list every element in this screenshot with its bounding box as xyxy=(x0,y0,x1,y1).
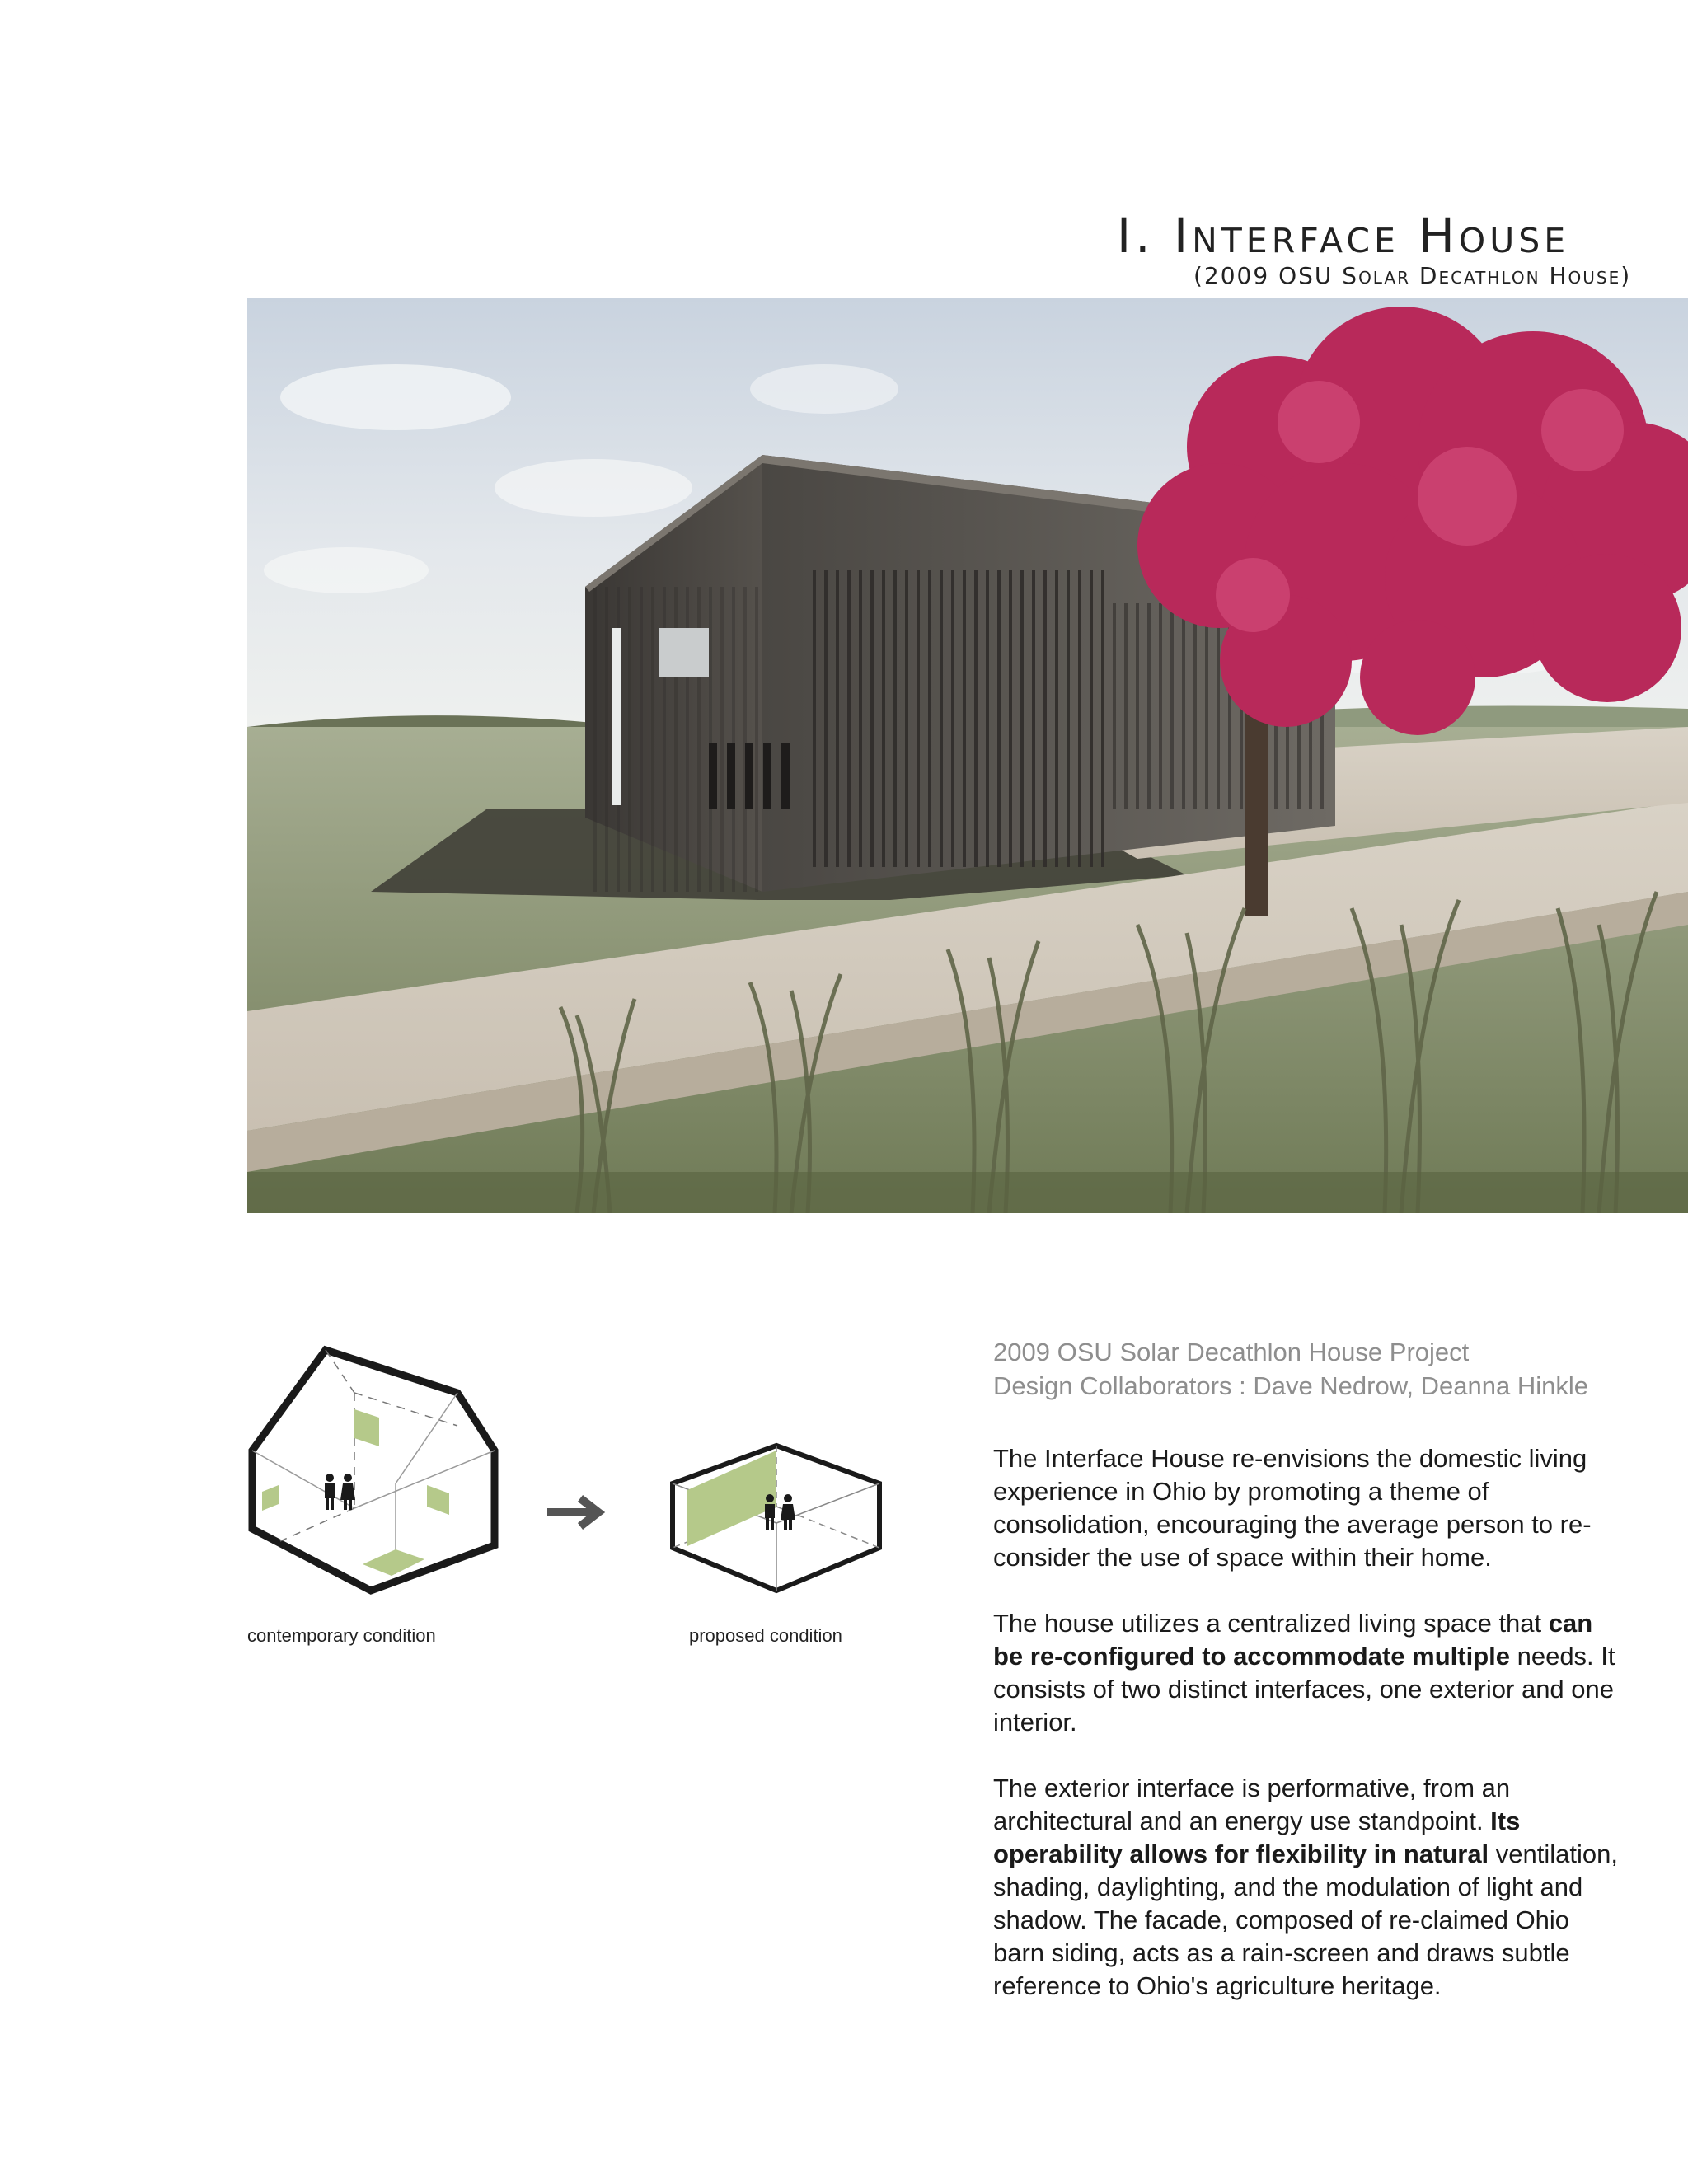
paragraph-2-text: The house utilizes a centralized living space that xyxy=(993,1609,1549,1638)
paragraph-3-text-end: ventilation, shading, daylighting, and the modulation of light and shadow. The facade, composed of re-claimed Ohio barn siding, acts as a rain-screen and draws subtle reference to Ohio's agriculture heritage. xyxy=(993,1840,1618,2000)
house-rendering-image xyxy=(247,298,1688,1213)
description-paragraph-1: The Interface House re-envisions the domestic living experience in Ohio by promoting a theme of consolidation, encouraging the average person to re-consider the use of space within their home. xyxy=(993,1444,1592,1572)
contemporary-condition-caption: contemporary condition xyxy=(247,1625,436,1646)
page-subtitle: (2009 OSU Solar Decathlon House) xyxy=(1193,262,1632,289)
proposed-condition-diagram xyxy=(669,1441,884,1601)
description-paragraph-3 xyxy=(993,1772,1620,2003)
arrow-right-icon xyxy=(544,1492,610,1537)
design-collaborators: Design Collaborators : Dave Nedrow, Deanna Hinkle xyxy=(993,1371,1588,1400)
proposed-condition-caption: proposed condition xyxy=(689,1625,842,1646)
project-name: 2009 OSU Solar Decathlon House Project xyxy=(993,1338,1470,1366)
paragraph-2-text-end: needs. It consists of two distinct interfaces, one exterior and one interior. xyxy=(993,1642,1615,1736)
project-info xyxy=(993,1335,1653,1403)
description-paragraph-2 xyxy=(993,1607,1620,1739)
paragraph-3-emphasis: Its operability allows for flexibility in natural xyxy=(993,1807,1521,1868)
paragraph-2-emphasis: can be re-configured to accommodate multiple xyxy=(993,1609,1593,1671)
project-description xyxy=(993,1442,1620,2036)
paragraph-3-text: The exterior interface is performative, from an architectural and an energy use standpoint. xyxy=(993,1774,1511,1835)
page-title: I. Interface House xyxy=(1117,208,1570,264)
contemporary-condition-diagram xyxy=(247,1343,503,1603)
